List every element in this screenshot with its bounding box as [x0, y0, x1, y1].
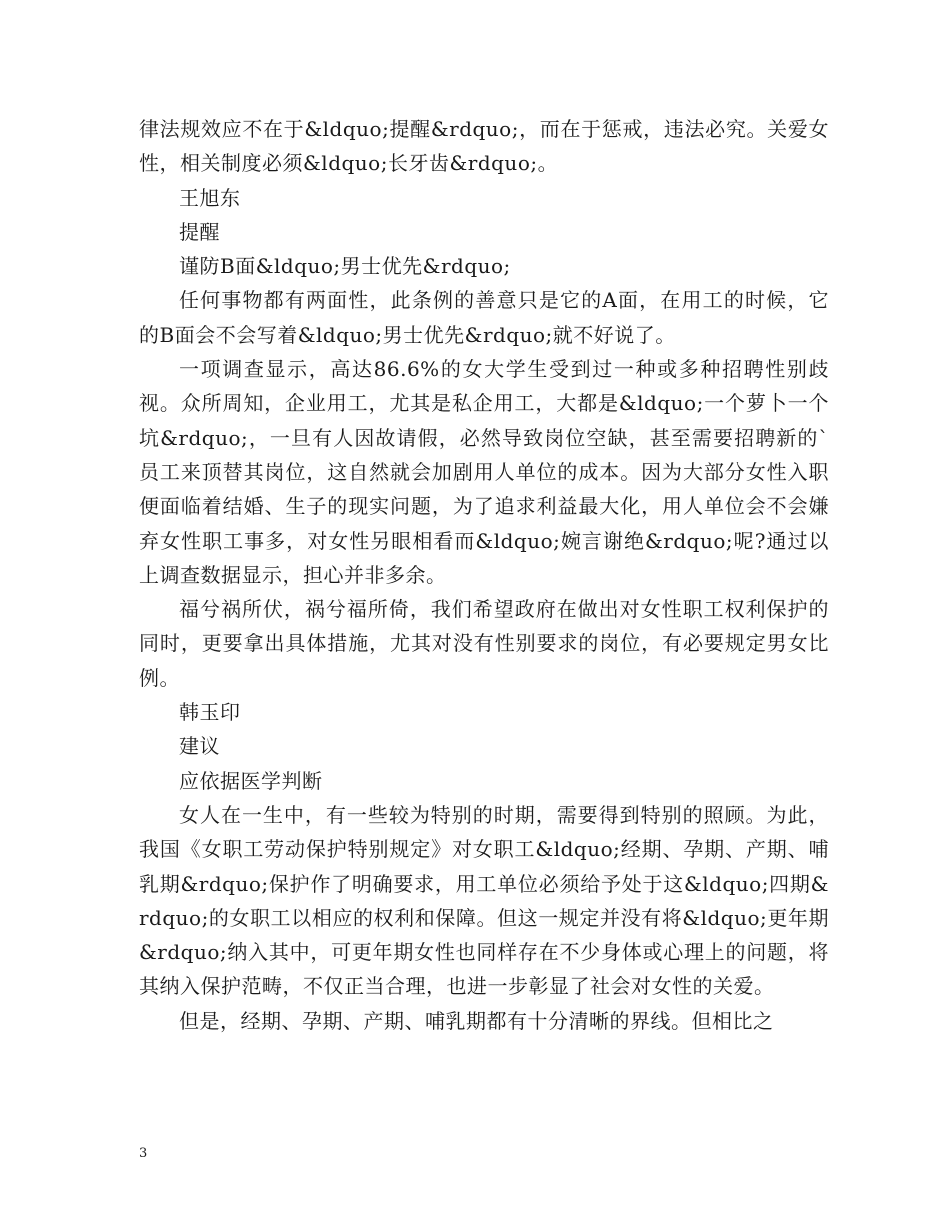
author-name: 韩玉印: [179, 700, 241, 725]
paragraph-continuation: 律法规效应不在于&ldquo;提醒&rdquo;，而在于惩戒，违法必究。关爱女性，相关制度必须&ldquo;长牙齿&rdquo;。: [139, 117, 829, 176]
section-heading: 应依据医学判断: [179, 768, 323, 793]
paragraph: 福兮祸所伏，祸兮福所倚，我们希望政府在做出对女性职工权利保护的同时，更要拿出具体措施，尤其对没有性别要求的岗位，有必要规定男女比例。: [139, 597, 829, 690]
paragraph: 一项调查显示，高达86.6%的女大学生受到过一种或多种招聘性别歧视。众所周知，企业用工，尤其是私企用工，大都是&ldquo;一个萝卜一个坑&rdquo;，一旦有人因故请假，必然导致岗位空缺，甚至需要招聘新的`员工来顶替其岗位，这自然就会加剧用人单位的成本。因为大部分女性入职便面临着结婚、生子的现实问题，为了追求利益最大化，用人单位会不会嫌弃女性职工事多，对女性另眼相看而&ldquo;婉言谢绝&rdquo;呢?通过以上调查数据显示，担心并非多余。: [139, 357, 829, 587]
paragraph: 女人在一生中，有一些较为特别的时期，需要得到特别的照顾。为此，我国《女职工劳动保护特别规定》对女职工&ldquo;经期、孕期、产期、哺乳期&rdquo;保护作了明确要求，用工单位必须给予处于这&ldquo;四期&rdquo;的女职工以相应的权利和保障。但这一规定并没有将&ldquo;更年期&rdquo;纳入其中，可更年期女性也同样存在不少身体或心理上的问题，将其纳入保护范畴，不仅正当合理，也进一步彰显了社会对女性的关爱。: [139, 802, 829, 999]
section-label: 提醒: [179, 219, 220, 244]
section-heading: 谨防B面&ldquo;男士优先&rdquo;: [179, 254, 511, 279]
document-body: [139, 112, 829, 1038]
page-number: 3: [139, 1146, 148, 1161]
section-label: 建议: [179, 734, 220, 759]
paragraph: 但是，经期、孕期、产期、哺乳期都有十分清晰的界线。但相比之: [179, 1008, 774, 1033]
author-name: 王旭东: [179, 185, 241, 210]
paragraph: 任何事物都有两面性，此条例的善意只是它的A面，在用工的时候，它的B面会不会写着&ldquo;男士优先&rdquo;就不好说了。: [139, 288, 829, 347]
